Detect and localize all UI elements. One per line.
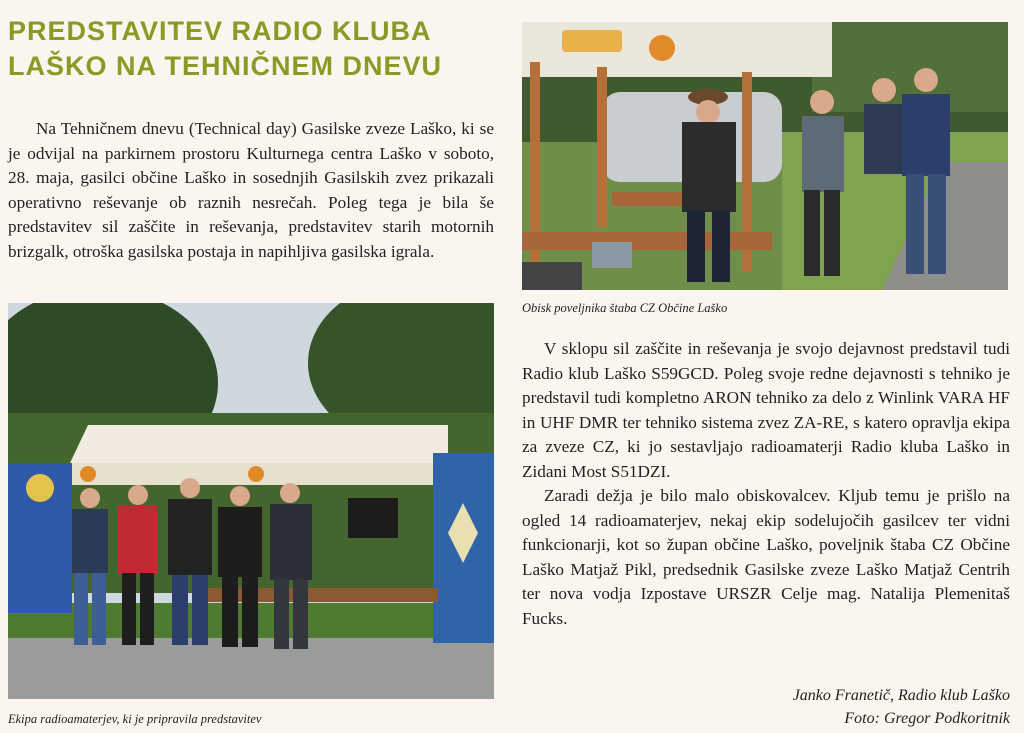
article-signature: [793, 684, 1010, 730]
article-body: [522, 337, 1010, 631]
intro-paragraph: Na Tehničnem dnevu (Technical day) Gasilske zveze Laško, ki se je odvijal na parkirnem prostoru Kulturnega centra Laško v soboto, 28. maja, gasilci občine Laško in sosednjih Gasilskih zvez prikazali operativno reševanje ob raznih nesrečah. Poleg tega je bila še predstavitev sil zaščite in reševanja, predstavitev starih motornih brizgalk, otroška gasilska postaja in napihljiva gasilska igrala.: [8, 119, 494, 261]
photo-commander-visit: [522, 22, 1008, 290]
author-line: Janko Franetič, Radio klub Laško: [792, 687, 1010, 704]
photo-credit: Foto: Gregor Podkoritnik: [844, 710, 1010, 727]
body-paragraph-2: Zaradi dežja je bilo malo obiskovalcev. Kljub temu je prišlo na ogled 14 radioamaterjev, nekaj ekip sodelujočih gasilcev ter vidni funkcionarji, kot so župan občine Laško, poveljnik štaba CZ Občine Laško Matjaž Pikl, predsednik Gasilske zveze Laško Matjaž Centrih ter nova vodja Izpostave URSZR Celje mag. Natalija Plemenitaš Fucks.: [522, 486, 1010, 628]
photo-radio-team: [8, 303, 494, 699]
photo-caption-radio-team: Ekipa radioamaterjev, ki je pripravila predstavitev: [8, 712, 262, 726]
body-paragraph-1: V sklopu sil zaščite in reševanja je svojo dejavnost predstavil tudi Radio klub Laško S59GCD. Poleg svoje redne dejavnosti s tehniko je predstavil tudi kompletno ARON tehniko za delo z Winlink VARA HF in UHF DMR ter tehniko sistema zvez ZA-RE, s katero opravlja ekipa za zveze CZ, ki jo sestavljajo radioamaterji Radio kluba Laško in Zidani Most S51DZI.: [522, 339, 1010, 481]
title-line-1: PREDSTAVITEV RADIO KLUBA: [8, 16, 432, 46]
article-title: [8, 14, 508, 84]
photo-caption-commander-visit: Obisk poveljnika štaba CZ Občine Laško: [522, 301, 728, 315]
title-line-2: LAŠKO NA TEHNIČNEM DNEVU: [8, 51, 443, 81]
